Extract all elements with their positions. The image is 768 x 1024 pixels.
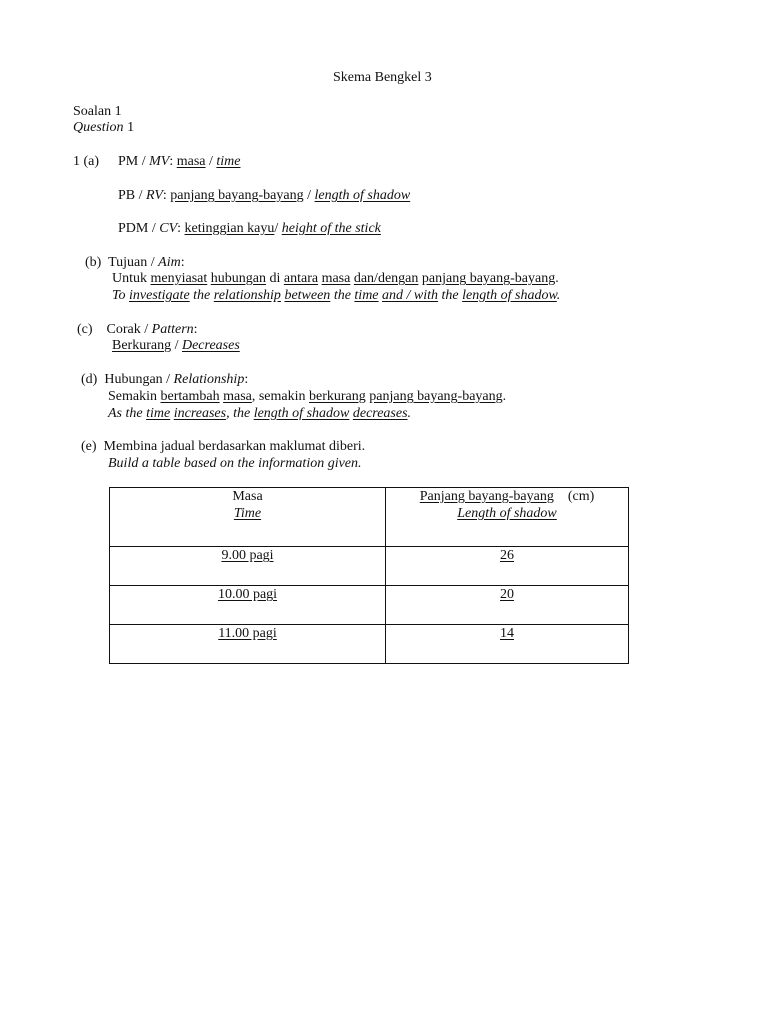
cell-time-value: 10.00 pagi	[217, 587, 278, 602]
table-cell-time	[110, 547, 386, 586]
header-cell-time	[110, 488, 386, 547]
rv-key-en: RV	[146, 188, 163, 203]
aim-ms-w7: dan/dengan	[353, 271, 419, 286]
part-b-heading: (b) Tujuan / Aim:	[85, 255, 185, 270]
aim-en-w6: the	[333, 288, 351, 303]
mv-key-en: MV	[149, 154, 170, 169]
rel-ms-w6: panjang bayang-bayang	[369, 389, 503, 404]
rel-ms-w3: masa	[223, 389, 252, 404]
part-b-aim-en: To investigate the relationship between the time and / with the length of shadow.	[112, 288, 561, 303]
part-b-label: (b)	[85, 255, 102, 270]
part-e-instruction-en: Build a table based on the information given.	[108, 456, 362, 471]
data-table	[109, 487, 629, 664]
header-cell-shadow	[386, 488, 629, 547]
table-header-row	[110, 488, 629, 547]
aim-ms-w8: panjang bayang-bayang	[421, 271, 556, 286]
rel-en-w6: decreases	[352, 406, 408, 421]
part-b-heading-en: Aim	[158, 255, 181, 270]
part-a-item-rv: PB / RV: panjang bayang-bayang / length of shadow	[118, 188, 411, 203]
rv-key-ms: PB	[118, 188, 136, 203]
table-cell-time	[110, 625, 386, 664]
aim-ms-w5: antara	[283, 271, 319, 286]
question-label-ms: Soalan 1	[73, 104, 122, 119]
rv-value-en: length of shadow	[314, 188, 411, 203]
rel-en-w2: time	[146, 406, 171, 421]
part-c-heading-ms: Corak	[106, 322, 141, 337]
rel-ms-w1: Semakin	[108, 389, 157, 404]
part-a-item-mv: PM / MV: masa / time	[118, 154, 241, 169]
pattern-ms: Berkurang	[112, 338, 172, 353]
aim-en-w7: time	[354, 288, 379, 303]
page-title: Skema Bengkel 3	[333, 70, 432, 85]
aim-en-w4: relationship	[213, 288, 281, 303]
table-cell-shadow	[386, 625, 629, 664]
rv-value-ms: panjang bayang-bayang	[170, 188, 304, 203]
cell-time-value: 11.00 pagi	[218, 626, 277, 641]
header-time-ms: Masa	[232, 489, 263, 504]
part-b-heading-ms: Tujuan	[108, 255, 148, 270]
part-c-heading-en: Pattern	[151, 322, 194, 337]
rel-ms-w4: , semakin	[251, 389, 306, 404]
part-d-relationship-en	[108, 406, 411, 422]
rel-en-w3: increases	[173, 406, 227, 421]
table-row	[110, 547, 629, 586]
header-time-en: Time	[233, 506, 262, 521]
part-e-label: (e)	[81, 439, 97, 454]
header-shadow-unit: (cm)	[567, 489, 595, 504]
question-number: 1	[127, 120, 135, 135]
table-cell-shadow	[386, 586, 629, 625]
cell-shadow-value: 20	[500, 587, 514, 602]
part-d-heading-ms: Hubungan	[104, 372, 163, 387]
part-d-heading: (d) Hubungan / Relationship:	[81, 372, 249, 387]
table-row	[110, 625, 629, 664]
part-a-label: 1 (a)	[73, 154, 100, 169]
question-word: Question	[73, 120, 124, 135]
cv-value-en: height of the stick	[281, 221, 381, 236]
part-e-instruction-ms	[81, 439, 365, 455]
cell-shadow-value: 26	[500, 548, 514, 563]
cv-key-ms: PDM	[118, 221, 149, 236]
rel-ms-w7: .	[502, 389, 507, 404]
part-c-label: (c)	[77, 322, 93, 337]
table-row	[110, 586, 629, 625]
aim-en-w10: length of shadow	[462, 288, 557, 303]
mv-value-ms: masa	[176, 154, 206, 169]
aim-en-w5: between	[284, 288, 331, 303]
part-d-label: (d)	[81, 372, 98, 387]
rel-en-w1: As the	[108, 406, 143, 421]
cell-shadow-value: 14	[500, 626, 514, 641]
table-cell-time	[110, 586, 386, 625]
aim-ms-w6: masa	[321, 271, 351, 286]
header-shadow-en: Length of shadow	[457, 506, 557, 521]
question-label-en	[73, 120, 134, 136]
part-d-heading-en: Relationship	[173, 372, 245, 387]
aim-ms-w3: hubungan	[210, 271, 266, 286]
rel-en-w4: , the	[226, 406, 251, 421]
aim-ms-w1: Untuk	[112, 271, 147, 286]
table-cell-shadow	[386, 547, 629, 586]
rel-en-w5: length of shadow	[253, 406, 350, 421]
aim-en-w3: the	[193, 288, 211, 303]
part-d-relationship-ms	[108, 389, 506, 405]
cv-value-ms: ketinggian kayu	[184, 221, 275, 236]
part-a-item-cv: PDM / CV: ketinggian kayu/ height of the stick	[118, 221, 381, 236]
aim-ms-w2: menyiasat	[150, 271, 208, 286]
aim-ms-w4: di	[269, 271, 281, 286]
pattern-en: Decreases	[181, 338, 240, 353]
part-b-aim-ms: Untuk menyiasat hubungan di antara masa dan/dengan panjang bayang-bayang.	[112, 271, 559, 286]
rel-ms-w2: bertambah	[160, 389, 220, 404]
cell-time-value: 9.00 pagi	[221, 548, 274, 563]
aim-en-w1: To	[112, 288, 126, 303]
mv-value-en: time	[216, 154, 241, 169]
part-e-instruction-ms-text: Membina jadual berdasarkan maklumat diberi.	[103, 439, 366, 454]
aim-en-w8: and / with	[382, 288, 439, 303]
part-c-heading: (c) Corak / Pattern:	[77, 322, 198, 337]
aim-en-w9: the	[441, 288, 459, 303]
cv-key-en: CV	[159, 221, 178, 236]
aim-en-w2: investigate	[129, 288, 190, 303]
mv-key-ms: PM	[118, 154, 139, 169]
rel-en-w7: .	[407, 406, 412, 421]
header-shadow-ms: Panjang bayang-bayang	[419, 489, 554, 504]
part-c-answer: Berkurang / Decreases	[112, 338, 240, 353]
rel-ms-w5: berkurang	[309, 389, 366, 404]
